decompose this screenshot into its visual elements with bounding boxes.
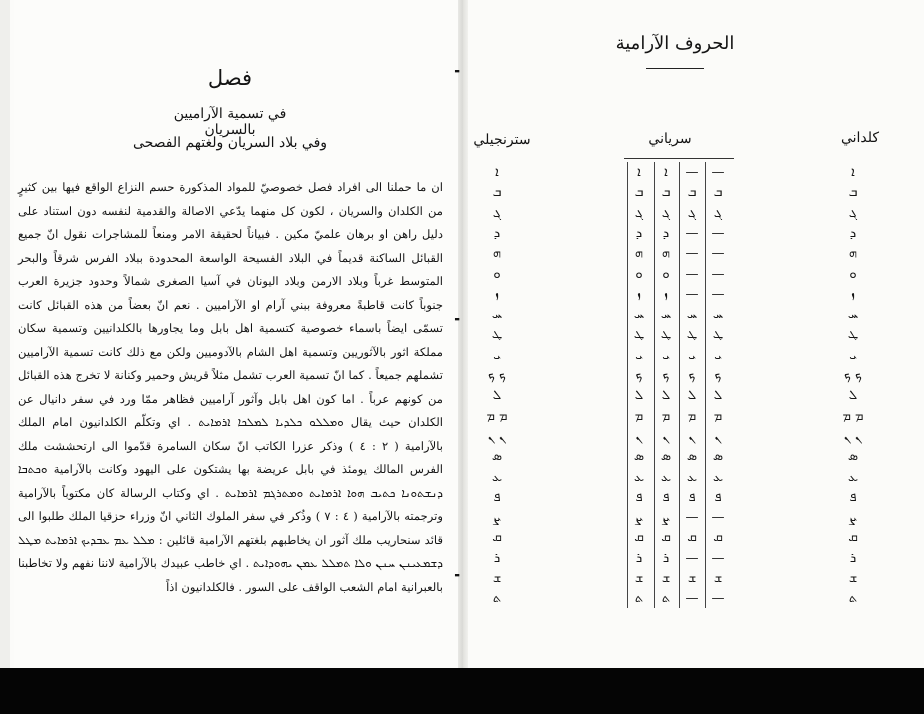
estrangela-letter: ܝ <box>493 347 501 363</box>
estrangela-letter: ܘ <box>493 266 501 282</box>
gutter-marker: ╸ <box>455 312 464 328</box>
syriac-letter-final-joined: ܛ <box>633 327 645 343</box>
chaldean-letter: ܐ <box>851 165 855 180</box>
syriac-letter-final-joined: ܐ <box>637 165 641 180</box>
syriac-letter-final: ܪ <box>662 550 670 566</box>
syriac-letter-final: ܫ <box>661 571 671 586</box>
estrangela-letter: ܪ <box>493 550 501 566</box>
chaldean-letter: ܙ <box>851 286 855 302</box>
chaldean-letter: ܒ <box>848 185 858 201</box>
syriac-letter-final: ܗ <box>661 246 671 262</box>
column-header-estrangela: سترنجيلي <box>473 132 531 148</box>
chaldean-letter: ܓ <box>848 205 858 221</box>
syriac-letter-medial: — <box>685 591 699 607</box>
syriac-letter-initial: ܣ <box>712 449 724 465</box>
syriac-letter-initial: ܠ <box>713 388 723 404</box>
syriac-letter-initial: ܥ <box>712 469 724 485</box>
syriac-letter-final-joined: ܝ <box>635 347 643 363</box>
syriac-letter-initial: ܛ <box>712 327 724 343</box>
syriac-letter-final-joined: ܥ <box>633 469 645 485</box>
chaldean-letter: ܘ <box>849 266 857 282</box>
chapter-subheading-1: في تسمية الآراميين بالسريان <box>173 106 287 138</box>
syriac-letter-medial: ܛ <box>686 327 698 343</box>
syriac-letter-medial: — <box>685 550 699 566</box>
syriac-letter-final-joined: ܨ <box>634 510 644 526</box>
syriac-letter-final: ܒ <box>661 185 671 201</box>
syriac-letter-final: ܘ <box>662 266 670 282</box>
chapter-heading: فصل <box>207 66 253 90</box>
chaldean-letter: ܬ <box>848 591 858 607</box>
syriac-letter-final: ܦ <box>662 489 670 505</box>
chaldean-letter: ܗ <box>848 246 858 262</box>
chaldean-letter: ܟ ܟ <box>843 368 863 383</box>
syriac-letter-final: ܨ <box>661 510 671 526</box>
syriac-letter-medial: ܣ <box>686 449 698 465</box>
syriac-letter-medial: ܩ <box>687 530 697 546</box>
estrangela-letter: ܣ <box>491 449 503 465</box>
syriac-letter-final: ܡ <box>661 408 671 424</box>
syriac-letter-final-joined: ܣ <box>633 449 645 465</box>
syriac-letter-medial: — <box>685 165 699 180</box>
syriac-letter-initial: ܡ <box>713 408 723 424</box>
syriac-letter-initial: ܝ <box>714 347 722 363</box>
syriac-letter-initial: ܢ <box>714 428 722 444</box>
column-header-chaldean: كلداني <box>840 130 880 146</box>
chaldean-letter: ܩ <box>848 530 858 546</box>
chaldean-letter: ܡ ܡ <box>842 408 864 424</box>
syriac-letter-final-joined: ܒ <box>634 185 644 201</box>
column-divider <box>679 162 680 608</box>
syriac-letter-final: ܥ <box>660 469 672 485</box>
estrangela-letter: ܫ <box>492 571 502 586</box>
estrangela-letter: ܕ <box>493 225 501 241</box>
syriac-letter-initial: ܒ <box>713 185 723 201</box>
syriac-letter-final-joined: ܢ <box>635 428 643 444</box>
syriac-letter-final-joined: ܬ <box>634 591 644 607</box>
page-title: الحروف الآرامية <box>615 33 735 54</box>
syriac-letter-final: ܩ <box>661 530 671 546</box>
syriac-letter-final-joined: ܟ <box>635 368 643 383</box>
chaldean-letter: ܣ <box>847 449 859 465</box>
syriac-letter-medial: ܒ <box>687 185 697 201</box>
chapter-subheading-2: وفي بلاد السريان ولغتهم الفصحى <box>132 135 328 151</box>
syriac-letter-medial: ܡ <box>687 408 697 424</box>
chaldean-letter: ܫ <box>848 571 858 586</box>
syriac-letter-final: ܝ <box>662 347 670 363</box>
chaldean-letter: ܛ <box>847 327 859 343</box>
estrangela-letter: ܠ <box>492 388 502 404</box>
title-underline <box>646 68 704 69</box>
syriac-letter-final: ܢ <box>662 428 670 444</box>
syriac-letter-final: ܛ <box>660 327 672 343</box>
chaldean-letter: ܪ <box>849 550 857 566</box>
syriac-letter-initial: — <box>711 225 725 241</box>
chaldean-letter: ܨ <box>848 510 858 526</box>
syriac-letter-medial: ܢ <box>688 428 696 444</box>
estrangela-letter: ܛ <box>491 327 503 343</box>
estrangela-letter: ܥ <box>491 469 503 485</box>
gutter-marker: ╸ <box>455 568 464 584</box>
syriac-letter-final-joined: ܠ <box>634 388 644 404</box>
chaldean-letter: ܕ <box>849 225 857 241</box>
column-header-syriac: سرياني <box>648 131 692 147</box>
syriac-letter-medial: — <box>685 266 699 282</box>
syriac-letter-initial: — <box>711 591 725 607</box>
syriac-letter-medial: ܓ <box>687 205 697 221</box>
syriac-letter-final-joined: ܡ <box>634 408 644 424</box>
chaldean-letter: ܦ <box>849 489 857 505</box>
syriac-letter-final-joined: ܫ <box>634 571 644 586</box>
syriac-letter-medial: ܟ <box>688 368 696 383</box>
syriac-letter-initial: — <box>711 286 725 302</box>
syriac-letter-final: ܣ <box>660 449 672 465</box>
syriac-letter-final: ܬ <box>661 591 671 607</box>
estrangela-letter: ܩ <box>492 530 502 546</box>
syriac-letter-medial: ܥ <box>686 469 698 485</box>
syriac-letter-initial: ܦ <box>714 489 722 505</box>
estrangela-letter: ܦ <box>493 489 501 505</box>
syriac-letter-initial: — <box>711 266 725 282</box>
estrangela-letter: ܙ <box>495 286 499 302</box>
chaldean-letter: ܥ <box>847 469 859 485</box>
syriac-letter-final: ܓ <box>661 205 671 221</box>
syriac-letter-final: ܚ <box>660 307 672 323</box>
syriac-letter-initial: ܫ <box>713 571 723 586</box>
syriac-letter-medial: ܦ <box>688 489 696 505</box>
syriac-letter-final-joined: ܓ <box>634 205 644 221</box>
estrangela-letter: ܡ ܡ <box>486 408 508 424</box>
syriac-letter-medial: ܫ <box>687 571 697 586</box>
chaldean-letter: ܚ <box>847 307 859 323</box>
body-paragraph: ان ما حملنا الى افراد فصل خصوصيّ للمواد المذكورة حسم النزاع الواقع فيها بين كثيرٍ من الكلدان والسريان ، لكون كل منهما يدّعي الاصالة والقدمية لنفسه دون استناد على دليل راهن او برهان علميّ مكين . فبياناً لحقيقة الامر ومنعاً للمشاجرات نقول انّ جميع القبائل الساكنة قديماً في البلاد الفسيحة الواسعة المحدودة ببلاد الفرس شرقاً والبحر المتوسط غرباً وبلاد الارمن وبلاد اليونان في آسيا الصغرى شمالاً وحدود جزيرة العرب جنوباً كانت قاطبةً معروفة ببني آرام او الآراميين . نعم انّ بعضاً من هذه القبائل كانت تسمّى ايضاً باسماء خصوصية كتسمية اهل بابل وما يجاورها بالكلدانيين وتسمية سكان مملكة اثور بالآثوريين وتسمية اهل الشام بالآدوميين ولكن مع ذلك كانت تسمية الآراميين تشملهم جميعاً . كما انّ تسمية العرب تشمل مثلاً قريش وحمير وكنانة لا تخرج هذه القبائل من كونهم عرباً . اما كون اهل بابل وآثور آراميين فظاهر ممّا ورد في سفر دانيال عن الكلدان حيث يقال ܘܡܠܠܘ ܟܠܕܝܐ ܠܡܠܟܐ ܐܪܡܐܝܬ . اي وتكلّم الكلدانيون امام الملك بالآرامية ( ٢ : ٤ ) وذكر عزرا الكاتب انّ سكان السامرة قدّموا الى ارتحششت ملك الفرس المالك يومئذ في بابل عريضة بها يشتكون على اليهود وكانت بالآرامية ܘܟܬܒܐ ܕܢܫܬܘܢܐ ܟܬܝܒ ܗܘܐ ܐܪܡܐܝܬ ܘܡܬܪܓܡ ܐܪܡܐܝܬ . اي وكتاب الرسالة كان مكتوباً بالآرامية وترجمته بالآرامية ( ٤ : ٧ ) وذُكر في سفر الملوك الثاني انّ وزراء حزقيا الملك طلبوا الى قائد سنحاريب ملك آثور ان يخاطبهم بلغتهم الآرامية قائلين : ܡܠܠ ܥܡ ܥܒܕܝܟ ܐܪܡܐܝܬ ܡܛܠ ܕܫܡܥܝܢܢ ܚܢܢ ܘܠܐ ܬܡܠܠ ܥܡܢ ܝܗܘܕܐܝܬ . اي خاطب عبيدك بالآرامية لاننا نفهم ولا تخاطبنا بالعبرانية امام الشعب الواقف على السور . فالكلدانيون اذاً <box>18 180 444 594</box>
syriac-letter-medial: ܝ <box>688 347 696 363</box>
syriac-letter-initial: ܚ <box>712 307 724 323</box>
syriac-letter-final-joined: ܪ <box>635 550 643 566</box>
syriac-letter-initial: ܩ <box>713 530 723 546</box>
syriac-letter-final-joined: ܗ <box>634 246 644 262</box>
estrangela-letter: ܐ <box>495 165 499 180</box>
syriac-letter-medial: — <box>685 225 699 241</box>
chapter-body <box>18 176 443 599</box>
syriac-letter-medial: ܠ <box>687 388 697 404</box>
chaldean-letter: ܢ ܢ <box>843 428 863 444</box>
syriac-letter-final: ܙ <box>664 286 668 302</box>
syriac-letter-final: ܕ <box>662 225 670 241</box>
estrangela-letter: ܗ <box>492 246 502 262</box>
syriac-letter-medial: ܚ <box>686 307 698 323</box>
syriac-letter-initial: — <box>711 510 725 526</box>
syriac-letter-medial: — <box>685 510 699 526</box>
estrangela-letter: ܓ <box>492 205 502 221</box>
chaldean-letter: ܠ <box>848 388 858 404</box>
syriac-letter-final-joined: ܚ <box>633 307 645 323</box>
syriac-letter-medial: — <box>685 246 699 262</box>
estrangela-letter: ܚ <box>491 307 503 323</box>
chaldean-letter: ܝ <box>849 347 857 363</box>
syriac-letter-final: ܐ <box>664 165 668 180</box>
estrangela-letter: ܢ ܢ <box>487 428 507 444</box>
syriac-header-rule <box>624 158 734 159</box>
gutter-marker: ╸ <box>455 64 464 80</box>
syriac-letter-initial: — <box>711 550 725 566</box>
syriac-letter-final-joined: ܘ <box>635 266 643 282</box>
left-page-edge <box>0 0 10 668</box>
syriac-letter-final-joined: ܕ <box>635 225 643 241</box>
syriac-letter-final-joined: ܦ <box>635 489 643 505</box>
scan-bottom-edge <box>0 668 924 714</box>
syriac-letter-initial: — <box>711 246 725 262</box>
syriac-letter-final: ܟ <box>662 368 670 383</box>
syriac-letter-final-joined: ܩ <box>634 530 644 546</box>
estrangela-letter: ܬ <box>492 591 502 607</box>
syriac-letter-final-joined: ܙ <box>637 286 641 302</box>
column-divider <box>705 162 706 608</box>
syriac-letter-initial: — <box>711 165 725 180</box>
estrangela-letter: ܒ <box>492 185 502 201</box>
syriac-letter-initial: ܓ <box>713 205 723 221</box>
estrangela-letter: ܨ <box>492 510 502 526</box>
syriac-letter-medial: — <box>685 286 699 302</box>
estrangela-letter: ܟ ܟ <box>487 368 507 383</box>
syriac-letter-initial: ܟ <box>714 368 722 383</box>
syriac-letter-final: ܠ <box>661 388 671 404</box>
